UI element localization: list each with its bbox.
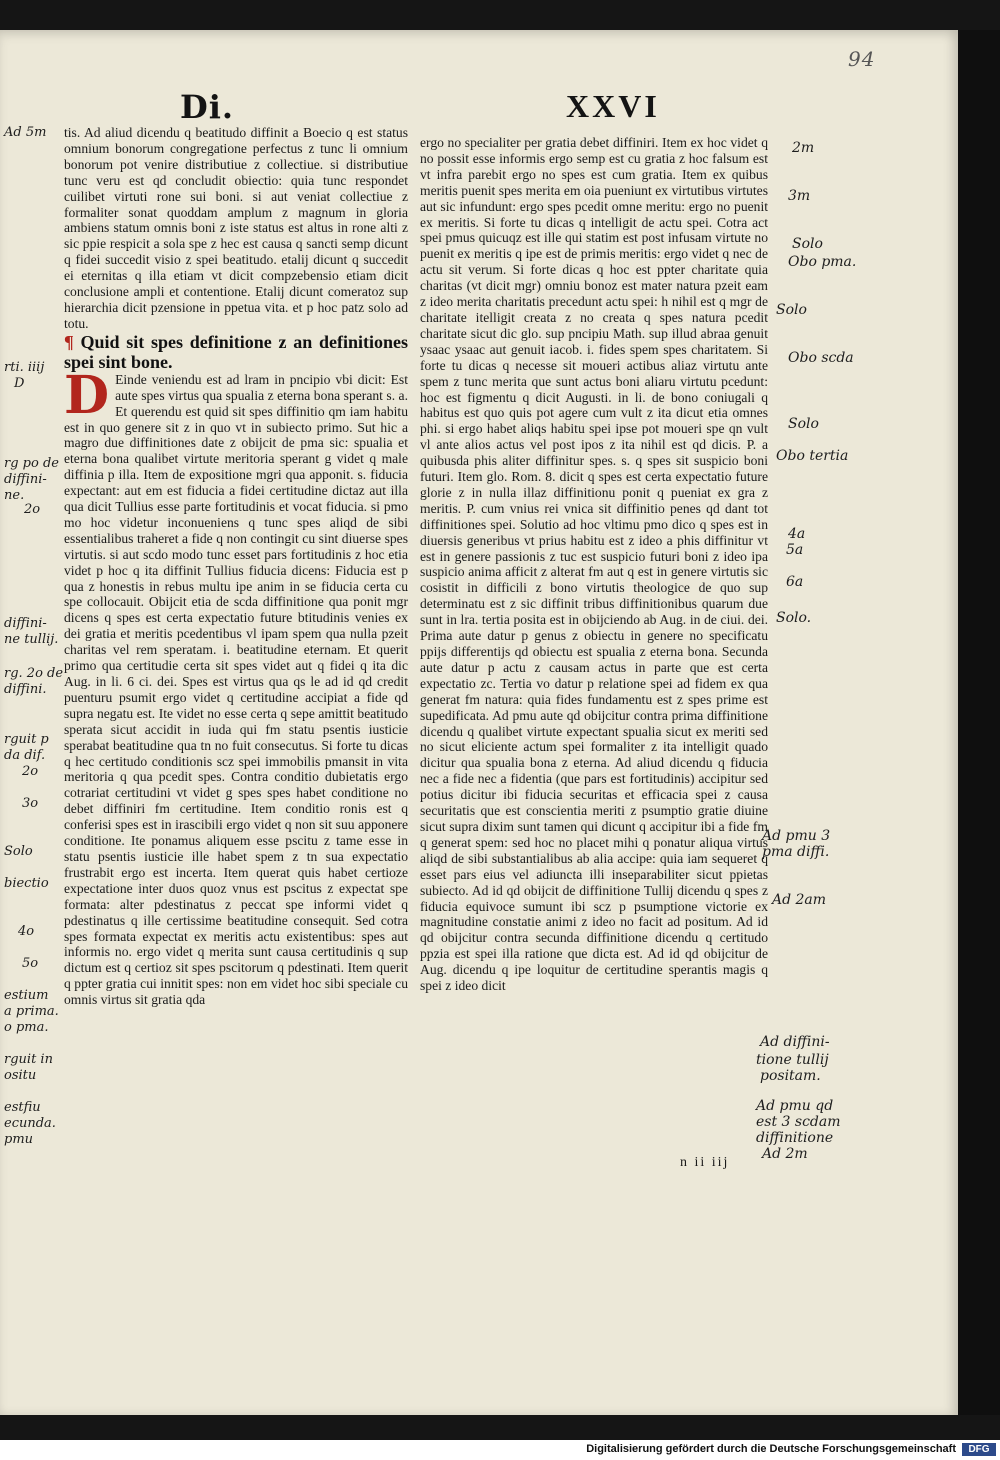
right-margin-note: Solo. [776,610,812,626]
left-column-paragraph-1: tis. Ad aliud dicendu q beatitudo diffinit a Boecio q est status omnium bonorum congregatione perfectus z tunc li omnium bonorum pot venire distributiue z collectiue. si distributiue tunc veru est qd concludit obiectio: quia tunc respondet cuilibet virtuti rone sui boni. si aut veniat collectiue z formaliter sonat quoddam amplum z magnum in gloria ambiens statum omnis boni z iste status est altus in rone alti z sic ppie respicit a sola spe z hec est causa q sancti semp dicunt q fidei succedit visio z spei beatitudo. etalij dicunt q succedit ei eternitas q illa etiam vt dicit compzebensio etiam dicit conclusione ampli et contentione. Etalij dicunt comeratoz sup hierarchia dicit pzensione in ppetua vita. et p hoc patz solo ad totu. [64,125,408,331]
right-margin-note: Ad pmu 3 [762,828,831,844]
right-margin-note: 4a [788,526,806,542]
right-margin-note: Obo tertia [776,448,849,464]
right-margin-note: Solo [776,302,807,318]
right-margin-note: 2m [792,140,815,156]
left-margin-note: 2o [24,502,41,517]
right-margin-note: Ad pmu qd [756,1098,834,1114]
left-margin-note: rguit p [4,732,49,747]
signature-mark: n ii iij [680,1155,730,1170]
footer-bar [0,1440,1000,1460]
left-column-paragraph-2 [64,364,408,1008]
right-margin-note: pma diffi. [762,844,830,860]
paragraph-mark-icon: ¶ [64,331,74,352]
right-margin-note: Ad 2am [772,892,827,908]
footer-credit-text: Digitalisierung gefördert durch die Deutsche Forschungsgemeinschaft [586,1443,956,1455]
drop-cap-d-icon: D [64,364,110,426]
right-text-column [420,135,768,1165]
left-text-column [64,125,408,1155]
left-margin-note: a prima. [4,1004,59,1019]
left-margin-note: ne. [4,488,25,503]
left-margin-note: biectio [4,876,49,891]
left-margin-note: rguit in [4,1052,53,1067]
right-margin-note: est 3 scdam [756,1114,841,1130]
left-margin-note: estium [4,988,49,1003]
left-margin-note: estfiu [4,1100,41,1115]
right-margin-note: Ad diffini- [760,1034,830,1050]
left-margin-note: ositu [4,1068,37,1083]
running-head-right: XXVI [566,88,660,124]
left-margin-note: Solo [4,844,33,859]
left-margin-note: da dif. [4,748,46,763]
left-margin-note: 5o [22,956,39,971]
dfg-logo-icon: DFG [962,1443,996,1456]
right-margin-note: 3m [788,188,811,204]
left-margin-note: 2o [22,764,39,779]
left-margin-note: 4o [18,924,35,939]
section-heading-text: Quid sit spes definitione z an definitiones spei sint bone. [64,331,408,372]
left-margin-note: rg. 2o de [4,666,64,681]
right-margin-note: tione tullij [756,1052,829,1068]
left-margin-note: D [14,376,25,391]
left-margin-note: rg po de [4,456,59,471]
right-margin-note: Obo pma. [788,254,857,270]
right-margin-note: Solo [792,236,823,252]
left-margin-note: diffini. [4,682,47,697]
left-margin-note: pmu [4,1132,34,1147]
right-margin-note: Obo scda [788,350,854,366]
left-margin-note: ne tullij. [4,632,59,647]
folio-number: 94 [848,47,876,71]
left-margin-note: 3o [22,796,39,811]
right-margin-note: Ad 2m [762,1146,808,1162]
left-margin-note: o pma. [4,1020,49,1035]
right-margin-note: 6a [786,574,804,590]
left-margin-note: diffini- [4,472,47,487]
left-margin-note: diffini- [4,616,47,631]
right-margin-note: diffinitione [756,1130,834,1146]
running-head-left: Di. [180,88,235,126]
left-margin-note: ecunda. [4,1116,56,1131]
right-column-text: ergo no specialiter per gratia debet diffiniri. Item ex hoc videt q no possit esse informis ergo semp est cu gratia z hoc falsum est vt infra parebit ergo no spes est cum gratia. Item ex quibus meritis puenit spes merita em oia pueniunt ex virtutibus virtutes aut sic infundunt: ergo spes pcedit omne meritu: ergo no puenit ex meritis. Si forte tu dicas q intelligit de actu spei. Cotra act spei pmus quicuqz est ille qui statim est post infusam virtute no puenit ex meritis q ipe est de primis meritis: ergo videt q nec de actu sit verum. Si forte dicas q hoc est ppter charitate quia charitas (vt dicit mgr) omniu bonoz est mater natura pzeit eam z ideo merita charitatis precedunt actu spei: h nihil est q mgr de charitate itelligit creata z no creata q spes natura pcedit charitate sicut dic glo. sup pncipiu Math. sup illud abraa genuit ysaac ysaac aut genuit iacob. i. fides spem spes charitatem. Si forte tu dicas q necesse sit moueri actibus aliaz virtutu ante spem z tunc merita que sunt actus boni aliaru virtutu pcedunt: hoc est figmentu q dicit Augusti. in li. de bono coniugali q habitus est quo quis pot agere cum vult z ita dicut etia omnes phi. si ergo habet aliqs habitu spei ipse pot moueri spe qn vult vl ante alios actus vel post ipos z ita nihil est qd dicis. P. a quibusda phis aliter diffinitur spes. s. q spes sit suspicio boni futuri. Item glo. Rom. 8. dicit q spes est certa expectatio future glorie z in nulla illaz diffinitionu ponit q pueniat ex gra z meritis. P. cum vnius rei vnica sit diffinitio penes qd dant tot diffinitiones spei. Solutio ad hoc vltimu pmo dico q spes est in diuersis generibus vt prius habitu est z ideo a phis diffinitur vt est in genere passionis z tuc est suspicio futuri boni z ideo ipa suspicio anima afficit z alterat fm aut q est in genere virtutis sic cosistit in difficili z bono virtutis theologice de quo sup determinatu est z sic diffinit tribus diffinitionibus quarum due sunt in lra. tertia posita est in obijciendo ab Aug. in de ciui. dei. Prima aute datur p genus z obiectu in genere no specificatu ppijs differentijs qd obiectu est spualia z eterna bona. Secunda aute datur p actu z causam actus in parte que est certa expectatio zc. Tertia vo datur p relatione spei ad fidem ex qua generat fm natura: quia fides fundamentu est z spes prime est supedificata. Ad pmu aute qd obijcitur contra prima diffinitione dicendu q qualibet virtute expectant spualia sicut ex meriti sed no sicut eliciente actum spei formaliter z ita intelligit quado dicitur qua spualia bona z eterna. Ad aliud dicendu q fiducia nec a fide nec a fidentia (que pars est fortitudinis) accipitur sed potius dicitur ibi fiducia securitas et efficacia spei z causa securitatis que est conscientia meriti z psumptio gratie diuine sicut supra dixim sunt tamen qui dicunt q accipitur ibi a fide fm q generat spem: sed hoc no placet mihi q ponatur aliqua virtus aliqd de sibi substantialibus ab alia accipe: quia iam sequeret q esset pars eius vel adiuncta illi inseparabiliter sicut ppietas subiecto. Ad id qd obijcit de diffinitione Tullij dicendu q spes z fiducia equivoce sumunt ibi scz p psumptione victorie ex magnitudine constatie animi z ideo no facit ad positum. Ad id qd obijcitur contra secunda diffinitione dicendu q certitudo ppzia est spei illa ratione que dicta est. Ad id qd obijcitur de Aug. dicendu q ipe loquitur de certitudine sperantis magis q spei z ideo dicit [420,135,768,994]
left-column-paragraph-2-text: Einde veniendu est ad lram in pncipio vbi dicit: Est aute spes virtus qua spualia z eterna bona sperant s. a. Et querendu est quid sit spes diffinitio qm iam habitu est in quo genere sit z in quo vt in subiecto primo. Sut hic a magro due diffinitiones date z obijcit de pma sic: spualia et eterna bona qualibet virtute meritoria sperant g videt q male diffinia p illa. Item de expositione mgri qua apponit. s. fiducia expectant: aut em est fiducia a fidei certitudine dictaz aut illa qua dicit Tullius esse parte fortitudinis et vocat fiducia. si pmo mo hoc videtur inconueniens q tunc spes aliqd de sibi essentialibus traheret a fide q non contingit cu sint diuerse spes virtutis. si aut scdo modo tunc esset pars fortitudinis z hoc etia videt p hoc q ita diffinit Tullius fiducia dicens: Fiducia est p qua z honestis in rebus multu ipe anim in se fiducia certa cu spe collocauit. Obijcit etia de scda diffinitione qua ponit mgr dicens q spes est certa expectatio future btitudinis venies ex dei gratia et meritis pcedentibus vl ipam spem qua nulla pzeit charitas vel rem speratam. i. beatitudine eternam. Et querit primo qua certitudie certa sit spes videt aut q fidei q ita dic Aug. in li. 6 ci. dei. Spes est virtus qua qs le ad id qd credit puenturu psumit ergo videt q certitudine accipiat a fide qd supra negatu est. Ite videt no esse certa q sepe amittit beatitudo sperata sicut accidit in iuda qui fm statu psentis iusticie sperabat beatitudine qua tn no fuit consecutus. Si forte tu dicas q hec certitudo conditionis scz spei immobilis pmansit in vita meritoria q qua pcedit spes. Contra conditio dubietatis ergo cotrariat certitudini vt videt g spes spes habet conditione no debet diffiniri fm certitudine. Item conditio ronis est q conferisi spes est in irascibili ergo videt q non sit suu apponere conditione. Ite ponamus aliquem esse pscitu z tame esse in statu psentis iusticie ille habet spem z tn sua expectatio frustrabit ergo est incerta. Item querat quis habet certioze expectatione inter duos quoz vnus est pscitus z expectat spe formata: alter pdestinatus z peccat spe informi videt q pdestinatus q ille certissime beatitudine consequit. Sed cotra spes formata expectat ex meritis actu existentibus: spes aut informis no. ergo videt q merita sunt causa certitudinis q sup dictum est q certioz sit spes pscitorum q pdestinati. Item querit q ppter gratia cui innitit spes: non em videt hoc sibi speciale cu omnis virtus sit gratia qda [64,371,408,1008]
left-margin-note: rti. iiij [4,360,45,375]
section-heading [64,332,408,372]
right-margin-note: 5a [786,542,804,558]
left-margin-note: Ad 5m [4,125,47,140]
right-margin-note: Solo [788,416,819,432]
right-margin-note: positam. [760,1068,821,1084]
page-edge-shadow [958,30,1000,1415]
